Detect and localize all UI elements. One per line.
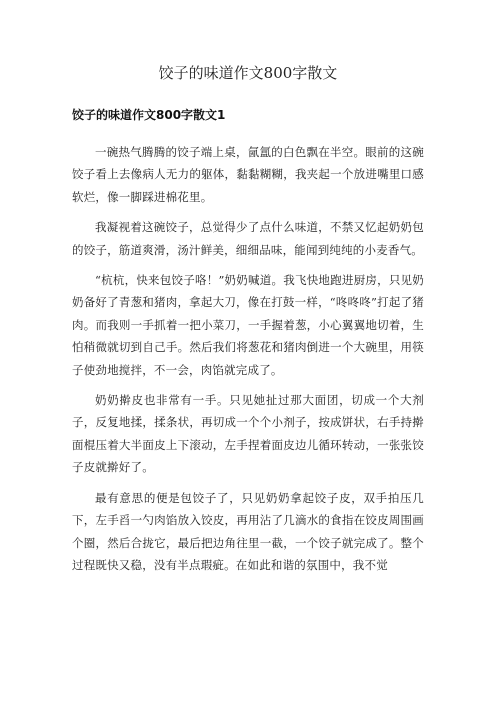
section-heading: 饺子的味道作文800字散文1 (72, 108, 226, 122)
document-title: 饺子的味道作文800字散文 (158, 64, 338, 82)
paragraph: 奶奶擀皮也非常有一手。只见她扯过那大面团，切成一个大剂子，反复地揉，揉条状，再切成一个个小剂子，按成饼状，右手持擀面棍压着大半面皮上下滚动，左手捏着面皮边儿循环转动，一张张饺子皮就擀好了。 (72, 393, 424, 475)
paragraph: 最有意思的便是包饺子了，只见奶奶拿起饺子皮，双手拍压几下，左手舀一勺肉馅放入饺皮，再用沾了几滴水的食指在饺皮周围画个圈，然后合拢它，最后把边角往里一截，一个饺子就完成了。整个过程既快又稳，没有半点瑕疵。在如此和谐的氛围中，我不觉 (72, 490, 424, 572)
paragraph: 一碗热气腾腾的饺子端上桌，氤氲的白色飘在半空。眼前的这碗饺子看上去像病人无力的躯体，黏黏糊糊，我夹起一个放进嘴里口感软烂，像一脚踩进棉花里。 (72, 145, 424, 204)
paragraph: “杭杭，快来包饺子咯！”奶奶喊道。我飞快地跑进厨房，只见奶奶备好了青葱和猪肉，拿起大刀，像在打鼓一样，“咚咚咚”打起了猪肉。而我则一手抓着一把小菜刀，一手握着葱，小心翼翼地切着，生怕稍微就切到自己手。然后我们将葱花和猪肉倒进一个大碗里，用筷子使劲地搅拌，不一会，肉馅就完成了。 (72, 273, 424, 377)
document-body (72, 141, 424, 584)
paragraph: 我凝视着这碗饺子，总觉得少了点什么味道，不禁又忆起奶奶包的饺子，筋道爽滑，汤汁鲜美，细细品味，能闻到纯纯的小麦香气。 (72, 220, 424, 257)
